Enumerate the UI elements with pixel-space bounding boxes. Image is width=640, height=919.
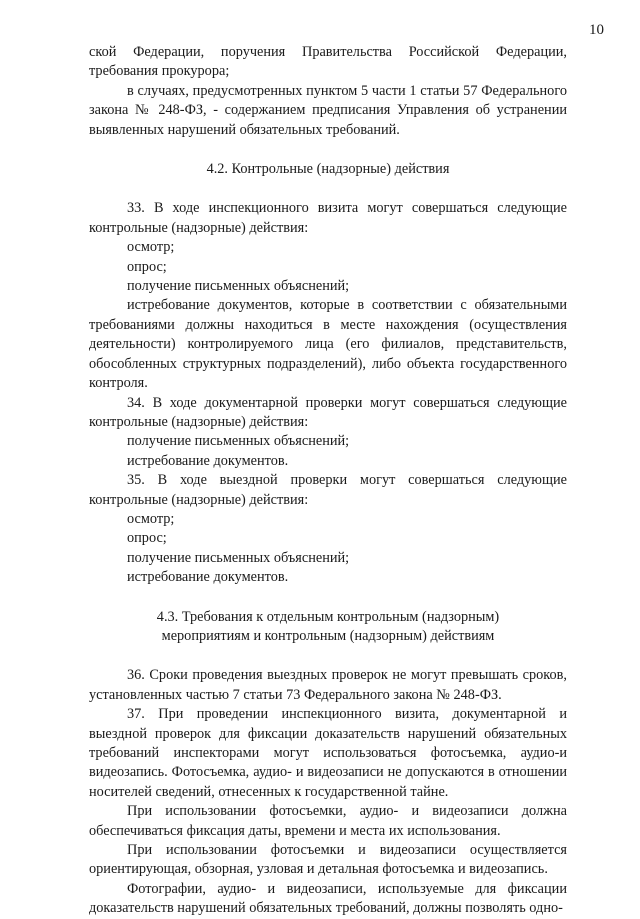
list-item: истребование документов. — [127, 569, 289, 586]
list-item: опрос; — [127, 530, 167, 547]
list-item: получение письменных объяснений; — [127, 433, 350, 450]
section-heading-4-3-line1: 4.3. Требования к отдельным контрольным (надзорным) — [156, 608, 500, 625]
page-number: 10 — [589, 22, 604, 38]
list-item: получение письменных объяснений; — [127, 549, 350, 566]
document-body — [89, 43, 567, 919]
list-item: опрос; — [127, 258, 167, 275]
clause-34: 34. В ходе документарной проверки могут совершаться следующие контрольные (надзорные) действия: — [89, 394, 567, 430]
clause-35: 35. В ходе выездной проверки могут совершаться следующие контрольные (надзорные) действия: — [89, 472, 567, 508]
paragraph-fixation: При использовании фотосъемки, аудио- и видеозаписи должна обеспечиваться фиксация даты, времени и места их использования. — [89, 803, 567, 839]
clause-37: 37. При проведении инспекционного визита, документарной и выездной проверок для фиксации доказательств нарушений обязательных требований инспекторами могут использоваться фотосъемка, аудио-и видеозапись. Фотосъемка, аудио- и видеозаписи не допускаются в отношении носителей сведений, отнесенных к государственной тайне. — [89, 706, 567, 800]
clause-33: 33. В ходе инспекционного визита могут совершаться следующие контрольные (надзорные) действия: — [89, 200, 567, 236]
list-item: осмотр; — [127, 239, 175, 256]
list-item: осмотр; — [127, 510, 175, 527]
section-heading-4-3-line2: мероприятиям и контрольным (надзорным) действиям — [161, 627, 495, 644]
paragraph-photos-requirements: Фотографии, аудио- и видеозаписи, используемые для фиксации доказательств нарушений обязательных требований, должны позволять одно- — [89, 880, 567, 917]
section-heading-4-2: 4.2. Контрольные (надзорные) действия — [206, 161, 450, 178]
paragraph-prescription-case: в случаях, предусмотренных пунктом 5 части 1 статьи 57 Федерального закона № 248-ФЗ, - содержанием предписания Управления об устранении выявленных нарушений обязательных требований. — [89, 82, 567, 138]
list-item-documents: истребование документов, которые в соответствии с обязательными требованиями должны находиться в месте нахождения (осуществления деятельности) контролируемого лица (его филиалов, представительств, обособленных структурных подразделений), либо объекта государственного контроля. — [89, 297, 567, 392]
clause-36: 36. Сроки проведения выездных проверок не могут превышать сроков, установленных частью 7 статьи 73 Федерального закона № 248-ФЗ. — [89, 667, 567, 703]
paragraph-photo-types: При использовании фотосъемки и видеозаписи осуществляется ориентирующая, обзорная, узловая и детальная фотосъемка и видеозапись. — [89, 842, 567, 878]
list-item: истребование документов. — [127, 452, 289, 469]
paragraph-continuation: ской Федерации, поручения Правительства Российской Федерации, требования прокурора; — [89, 44, 567, 80]
list-item: получение письменных объяснений; — [127, 278, 350, 295]
